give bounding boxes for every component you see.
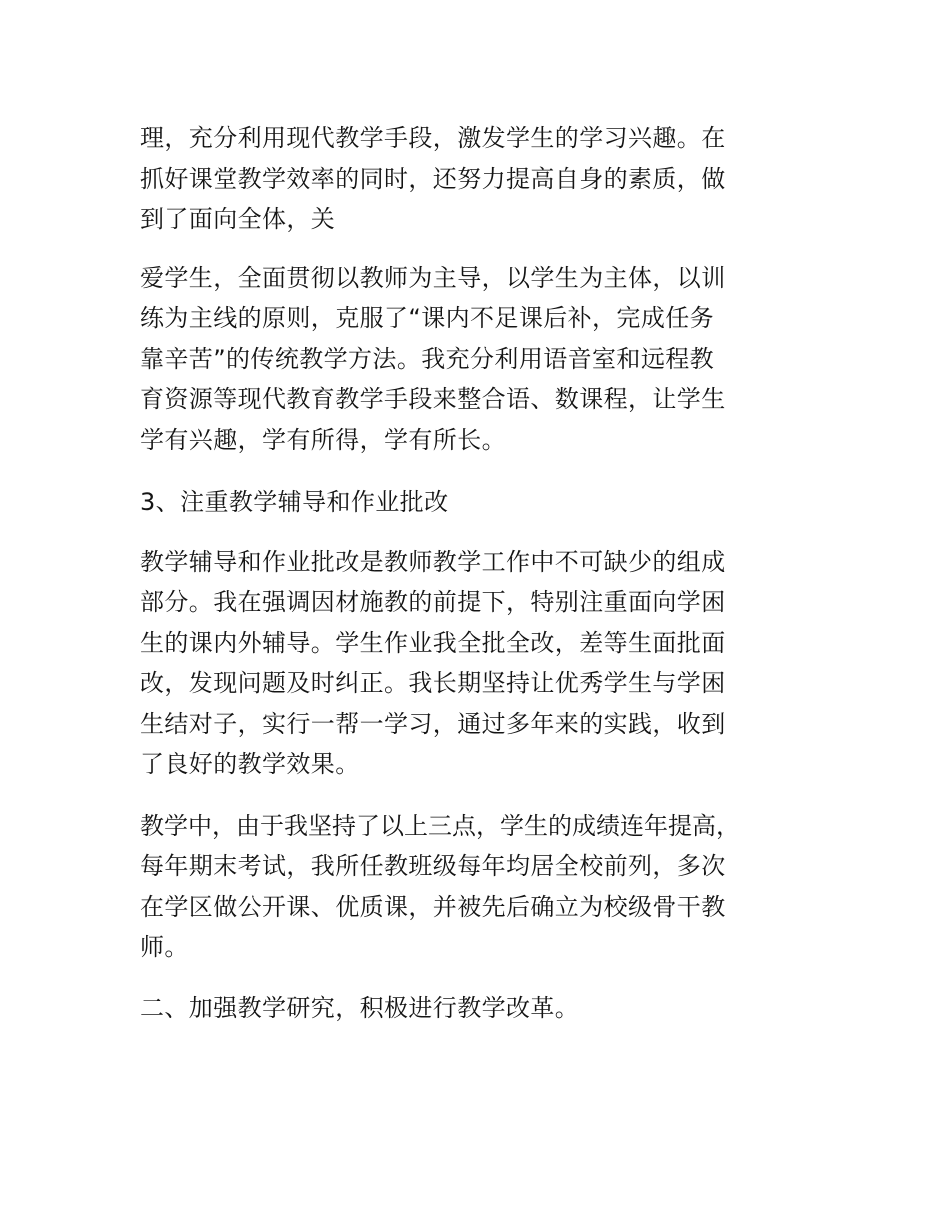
text-line: 爱学生，全面贯彻以教师为主导，以学生为主体，以训 xyxy=(140,263,726,292)
text-line: 改，发现问题及时纠正。我长期坚持让优秀学生与学困 xyxy=(140,669,726,697)
text-line: 生结对子，实行一帮一学习，通过多年来的实践，收到 xyxy=(140,709,726,738)
paragraph-teaching-methods-intro xyxy=(140,118,820,240)
text-line: 每年期末考试，我所任教班级每年均居全校前列，多次 xyxy=(140,852,726,880)
section-heading-2 xyxy=(140,988,820,1029)
text-line: 抓好课堂教学效率的同时，还努力提高自身的素质，做 xyxy=(140,164,726,193)
text-line: 了良好的教学效果。 xyxy=(140,750,360,778)
paragraph-caring-students xyxy=(140,258,820,461)
text-line: 教学辅导和作业批改是教师教学工作中不可缺少的组成 xyxy=(140,547,726,576)
text-line: 生的课内外辅导。学生作业我全批全改，差等生面批面 xyxy=(140,628,726,657)
heading-text: 3、注重教学辅导和作业批改 xyxy=(140,488,449,516)
text-line: 在学区做公开课、优质课，并被先后确立为校级骨干教 xyxy=(140,892,726,921)
text-line: 育资源等现代教育教学手段来整合语、数课程，让学生 xyxy=(140,385,726,413)
text-line: 部分。我在强调因材施教的前提下，特别注重面向学困 xyxy=(140,588,726,616)
text-line: 练为主线的原则，克服了“课内不足课后补，完成任务 xyxy=(140,304,715,332)
text-line: 教学中，由于我坚持了以上三点，学生的成绩连年提高， xyxy=(140,811,740,840)
text-line: 师。 xyxy=(140,933,189,961)
text-line: 学有兴趣，学有所得，学有所长。 xyxy=(140,425,506,454)
paragraph-tutoring-homework xyxy=(140,542,820,785)
text-line: 理，充分利用现代教学手段，激发学生的学习兴趣。在 xyxy=(140,124,726,152)
document-page xyxy=(140,118,820,1028)
heading-text: 二、加强教学研究，积极进行教学改革。 xyxy=(140,993,580,1022)
text-line: 到了面向全体，关 xyxy=(140,205,336,233)
text-line: 靠辛苦”的传统教学方法。我充分利用语音室和远程教 xyxy=(140,344,715,373)
paragraph-results xyxy=(140,806,820,968)
section-heading-3 xyxy=(140,482,820,523)
